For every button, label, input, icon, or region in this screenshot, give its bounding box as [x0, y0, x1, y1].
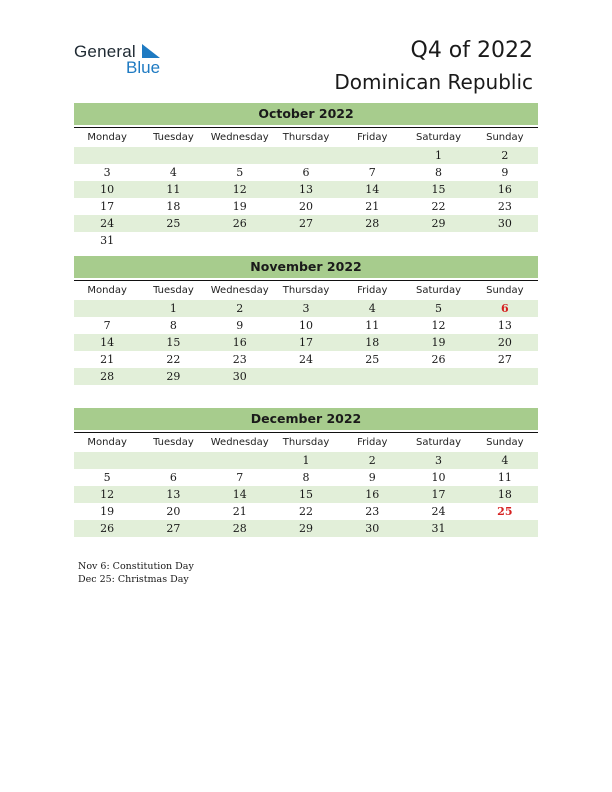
day-cell: 15: [166, 336, 181, 349]
day-cell: 23: [232, 353, 247, 366]
day-cell: 2: [368, 454, 376, 467]
month-title: December 2022: [74, 408, 538, 430]
day-cell: 13: [298, 183, 313, 196]
day-cell: 6: [302, 166, 310, 179]
day-cell: 7: [236, 471, 244, 484]
day-cell: 2: [236, 302, 244, 315]
day-cell: 17: [298, 336, 313, 349]
day-cell: 12: [431, 319, 446, 332]
day-cell: 13: [497, 319, 512, 332]
day-cell: [207, 452, 273, 469]
weekday-label: Thursday: [282, 285, 330, 296]
day-cell: [140, 452, 206, 469]
day-cell: 26: [232, 217, 247, 230]
week-row: [74, 351, 538, 368]
day-cell: 26: [100, 522, 115, 535]
month-title: October 2022: [74, 103, 538, 125]
week-row: [74, 452, 538, 469]
day-cell: [74, 452, 140, 469]
weekday-label: Sunday: [486, 285, 524, 296]
day-cell: 24: [100, 217, 115, 230]
day-cell: [74, 300, 140, 317]
weekday-label: Wednesday: [210, 285, 269, 296]
day-cell: 14: [232, 488, 247, 501]
day-cell: 8: [302, 471, 310, 484]
week-row: [74, 334, 538, 351]
weekday-label: Sunday: [486, 132, 524, 143]
week-row: [74, 164, 538, 181]
month-december: [74, 408, 538, 537]
day-cell: 5: [236, 166, 244, 179]
weekday-label: Saturday: [416, 285, 462, 296]
weekday-header-row: [74, 280, 538, 300]
weekday-label: Thursday: [282, 132, 330, 143]
day-cell: 14: [365, 183, 380, 196]
weekday-label: Saturday: [416, 437, 462, 448]
day-cell: 1: [435, 149, 443, 162]
day-cell: 18: [365, 336, 380, 349]
week-row: [74, 300, 538, 317]
day-cell: [405, 368, 471, 385]
holiday-day-cell: 6: [501, 302, 509, 315]
holiday-note: Dec 25: Christmas Day: [78, 574, 189, 585]
day-cell: 23: [497, 200, 512, 213]
week-row: [74, 368, 538, 385]
day-cell: 20: [298, 200, 313, 213]
day-cell: 29: [431, 217, 446, 230]
day-cell: [74, 147, 140, 164]
week-row: [74, 520, 538, 537]
day-cell: 7: [103, 319, 111, 332]
day-cell: 18: [166, 200, 181, 213]
weekday-label: Monday: [87, 285, 127, 296]
week-row: [74, 469, 538, 486]
week-row: [74, 503, 538, 520]
week-row: [74, 232, 538, 249]
day-cell: [207, 232, 273, 249]
day-cell: [339, 368, 405, 385]
day-cell: [339, 232, 405, 249]
day-cell: 4: [368, 302, 376, 315]
day-cell: 3: [302, 302, 310, 315]
weekday-label: Thursday: [282, 437, 330, 448]
day-cell: 18: [497, 488, 512, 501]
day-cell: 10: [431, 471, 446, 484]
weekday-label: Tuesday: [153, 437, 194, 448]
day-cell: 2: [501, 149, 509, 162]
day-cell: 11: [365, 319, 380, 332]
day-cell: 8: [435, 166, 443, 179]
day-cell: 19: [232, 200, 247, 213]
week-row: [74, 317, 538, 334]
day-cell: 5: [435, 302, 443, 315]
day-cell: 12: [100, 488, 115, 501]
day-cell: 20: [166, 505, 181, 518]
day-cell: 31: [100, 234, 115, 247]
day-cell: 6: [169, 471, 177, 484]
week-row: [74, 198, 538, 215]
day-cell: 13: [166, 488, 181, 501]
weekday-label: Saturday: [416, 132, 462, 143]
day-cell: 9: [501, 166, 509, 179]
weekday-label: Wednesday: [210, 132, 269, 143]
day-cell: [472, 520, 538, 537]
month-october: [74, 103, 538, 249]
day-cell: 5: [103, 471, 111, 484]
logo-triangle-icon: [140, 44, 160, 60]
day-cell: 21: [100, 353, 115, 366]
day-cell: [140, 232, 206, 249]
day-cell: 23: [365, 505, 380, 518]
day-cell: 19: [431, 336, 446, 349]
day-cell: 14: [100, 336, 115, 349]
day-cell: 21: [365, 200, 380, 213]
day-cell: 16: [365, 488, 380, 501]
week-row: [74, 147, 538, 164]
day-cell: 21: [232, 505, 247, 518]
day-cell: [472, 368, 538, 385]
week-row: [74, 486, 538, 503]
day-cell: 4: [169, 166, 177, 179]
weekday-label: Tuesday: [153, 285, 194, 296]
month-november: [74, 256, 538, 385]
country-subtitle: Dominican Republic: [334, 70, 533, 94]
day-cell: [273, 368, 339, 385]
weekday-label: Friday: [357, 437, 388, 448]
day-cell: [339, 147, 405, 164]
day-cell: 22: [431, 200, 446, 213]
day-cell: 24: [298, 353, 313, 366]
day-cell: 30: [232, 370, 247, 383]
day-cell: 7: [368, 166, 376, 179]
day-cell: 9: [236, 319, 244, 332]
weekday-label: Sunday: [486, 437, 524, 448]
day-cell: 28: [365, 217, 380, 230]
weekday-label: Monday: [87, 437, 127, 448]
day-cell: 30: [365, 522, 380, 535]
logo-text-blue: Blue: [126, 58, 161, 77]
day-cell: 8: [169, 319, 177, 332]
day-cell: [273, 232, 339, 249]
day-cell: 15: [431, 183, 446, 196]
day-cell: 10: [298, 319, 313, 332]
weekday-header-row: [74, 432, 538, 452]
day-cell: 28: [100, 370, 115, 383]
day-cell: 29: [166, 370, 181, 383]
logo-text-general: General: [74, 42, 136, 61]
day-cell: 22: [166, 353, 181, 366]
day-cell: 25: [365, 353, 380, 366]
day-cell: 27: [497, 353, 512, 366]
day-cell: 16: [232, 336, 247, 349]
week-row: [74, 181, 538, 198]
day-cell: 30: [497, 217, 512, 230]
generalblue-logo: [74, 42, 174, 78]
weekday-label: Friday: [357, 132, 388, 143]
day-cell: 29: [298, 522, 313, 535]
day-cell: 25: [166, 217, 181, 230]
day-cell: 12: [232, 183, 247, 196]
day-cell: 1: [169, 302, 177, 315]
week-row: [74, 215, 538, 232]
day-cell: 27: [298, 217, 313, 230]
day-cell: 11: [497, 471, 512, 484]
weekday-label: Wednesday: [210, 437, 269, 448]
day-cell: 26: [431, 353, 446, 366]
day-cell: 28: [232, 522, 247, 535]
day-cell: 20: [497, 336, 512, 349]
weekday-header-row: [74, 127, 538, 147]
weekday-label: Monday: [87, 132, 127, 143]
holiday-day-cell: 25: [497, 505, 513, 518]
day-cell: 15: [298, 488, 313, 501]
day-cell: 1: [302, 454, 310, 467]
day-cell: 24: [431, 505, 446, 518]
day-cell: 17: [431, 488, 446, 501]
day-cell: 22: [298, 505, 313, 518]
day-cell: [207, 147, 273, 164]
day-cell: 11: [166, 183, 181, 196]
day-cell: 16: [497, 183, 512, 196]
day-cell: 31: [431, 522, 446, 535]
day-cell: [472, 232, 538, 249]
weekday-label: Tuesday: [153, 132, 194, 143]
day-cell: 3: [103, 166, 111, 179]
day-cell: 19: [100, 505, 115, 518]
day-cell: 4: [501, 454, 509, 467]
day-cell: [405, 232, 471, 249]
day-cell: 27: [166, 522, 181, 535]
weekday-label: Friday: [357, 285, 388, 296]
day-cell: 9: [368, 471, 376, 484]
day-cell: [273, 147, 339, 164]
day-cell: 3: [435, 454, 443, 467]
holiday-note: Nov 6: Constitution Day: [78, 561, 194, 572]
day-cell: [140, 147, 206, 164]
day-cell: 17: [100, 200, 115, 213]
month-title: November 2022: [74, 256, 538, 278]
holiday-notes: [78, 560, 194, 586]
page-title: Q4 of 2022: [410, 38, 533, 63]
day-cell: 10: [100, 183, 115, 196]
